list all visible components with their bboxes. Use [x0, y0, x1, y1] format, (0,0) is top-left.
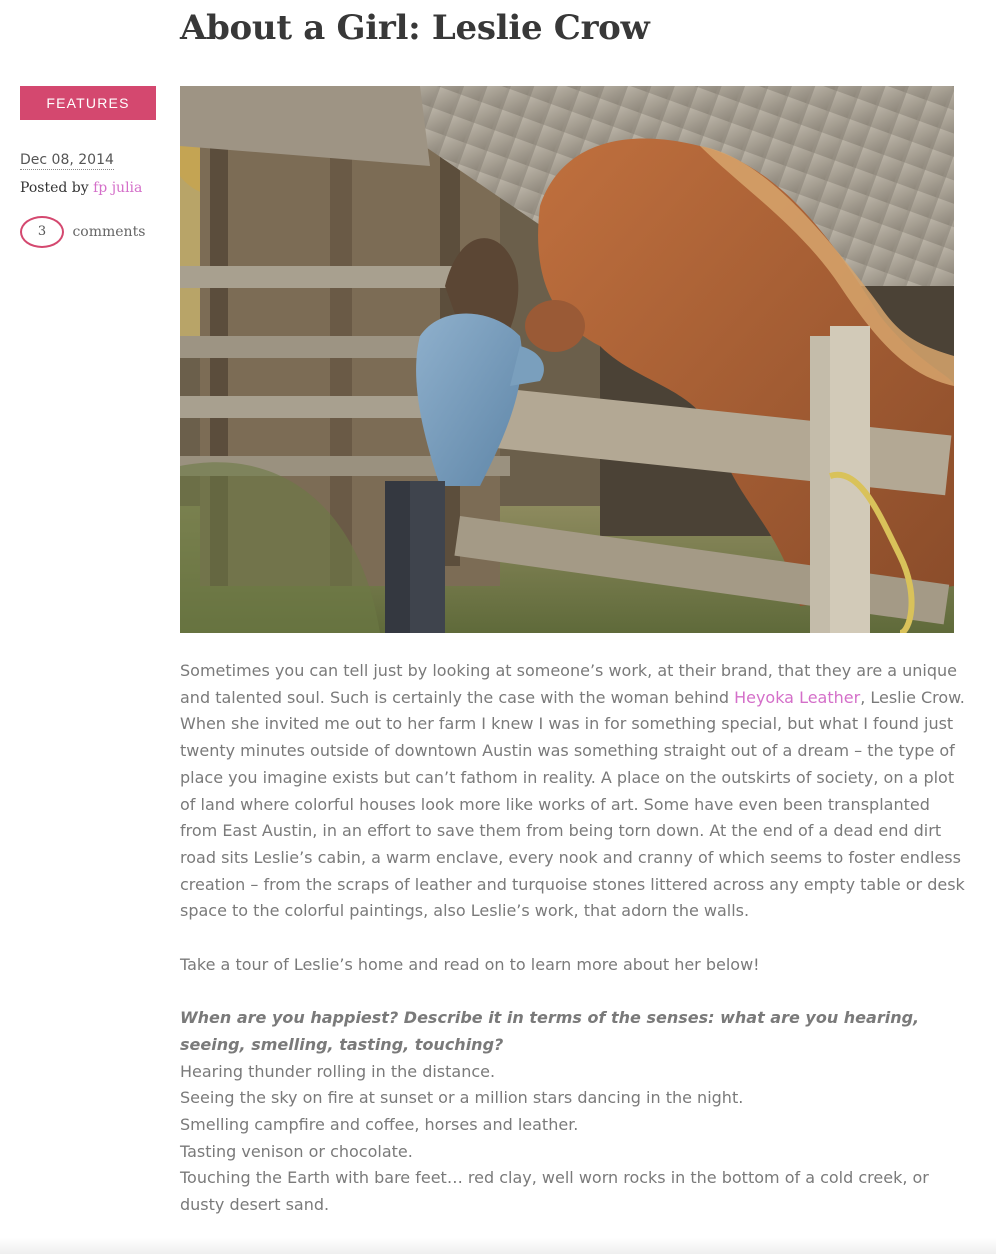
- post-date: Dec 08, 2014: [20, 152, 114, 168]
- answer-line: Tasting venison or chocolate.: [180, 1141, 413, 1161]
- answer-line: Smelling campfire and coffee, horses and leather.: [180, 1114, 579, 1134]
- bottom-fade: [0, 1238, 996, 1254]
- comment-count-badge[interactable]: 3: [20, 216, 64, 248]
- hero-photo: [180, 86, 954, 633]
- intro-paragraph: [180, 658, 970, 925]
- tour-paragraph: Take a tour of Leslie’s home and read on to learn more about her below!: [180, 954, 760, 974]
- article-body: [180, 658, 970, 1219]
- answer-line: Hearing thunder rolling in the distance.: [180, 1061, 496, 1081]
- question-text: When are you happiest? Describe it in terms of the senses: what are you hearing, seeing, smelling, tasting, touching?: [180, 1008, 920, 1054]
- category-badge-features[interactable]: FEATURES: [20, 86, 156, 120]
- answer-line: Seeing the sky on fire at sunset or a million stars dancing in the night.: [180, 1088, 744, 1108]
- post-title: About a Girl: Leslie Crow: [180, 8, 650, 48]
- author-link[interactable]: fp julia: [93, 180, 143, 196]
- post-meta-sidebar: [20, 86, 156, 240]
- intro-text-part2: , Leslie Crow. When she invited me out to her farm I knew I was in for something special, but what I found just twenty minutes outside of downtown Austin was something straight out of a dream – the type of place you imagine exists but can’t fathom in reality. A place on the outskirts of society, on a plot of land where colorful houses look more like works of art. Some have even been transplanted from East Austin, in an effort to save them from being torn down. At the end of a dead end dirt road sits Leslie’s cabin, a warm enclave, every nook and cranny of which seems to foster endless creation – from the scraps of leather and turquoise stones littered across any empty table or desk space to the colorful paintings, also Leslie’s work, that adorn the walls.: [180, 687, 965, 921]
- comments-label[interactable]: comments: [72, 224, 146, 240]
- intro-text-part1: Sometimes you can tell just by looking at someone’s work, at their brand, that they are a unique and talented soul. Such is certainly the case with the woman behind: [180, 661, 957, 707]
- qa-block: [180, 1005, 970, 1219]
- comments-link[interactable]: [20, 216, 145, 248]
- posted-by-label: Posted by: [20, 180, 89, 196]
- answer-line: Touching the Earth with bare feet… red clay, well worn rocks in the bottom of a cold creek, or dusty desert sand.: [180, 1168, 929, 1215]
- heyoka-leather-link[interactable]: Heyoka Leather: [734, 687, 861, 707]
- posted-by: [20, 180, 142, 196]
